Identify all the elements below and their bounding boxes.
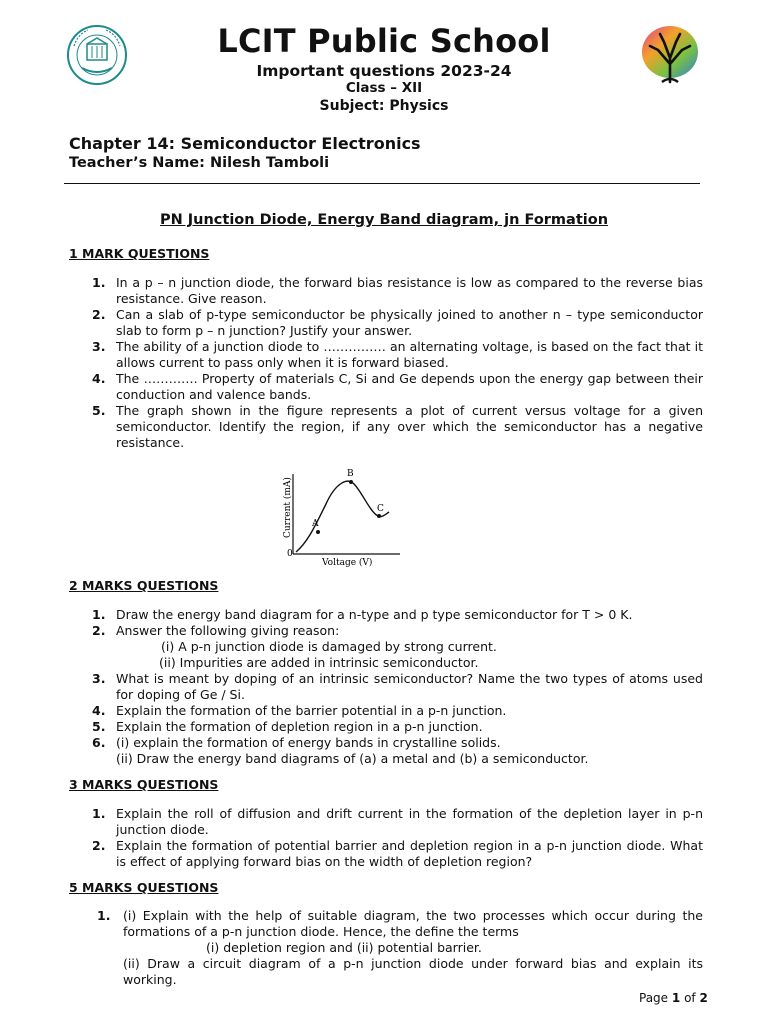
iv-curve [296,481,389,552]
sub-question: (i) A p-n junction diode is damaged by strong current. [161,639,497,654]
question-item [92,371,703,403]
question-text: (i) Explain with the help of suitable diagram, the two processes which occur during the formations of a p-n junction diode. Hence, the define the terms [123,908,703,939]
question-text: Answer the following giving reason: [116,623,340,638]
section-heading-5-marks: 5 MARKS QUESTIONS [69,880,219,895]
class-line: Class – XII [345,80,423,96]
question-text: The graph shown in the figure represents a plot of current versus voltage for a given semiconductor. Identify the region, if any over which the semiconductor has a negative resistance. [116,403,703,450]
question-item [92,339,703,371]
question-text: (i) explain the formation of energy bands in crystalline solids. [116,735,501,750]
page-number-footer [639,991,708,1005]
question-item [92,806,703,838]
point-c-marker [377,514,381,518]
point-a-marker [316,530,320,534]
sub-question: (ii) Draw the energy band diagrams of (a) a metal and (b) a semiconductor. [116,751,589,766]
page-current: 1 [671,991,681,1005]
question-text: Draw the energy band diagram for a n-type and p type semiconductor for T > 0 K. [116,607,633,622]
page-total: 2 [699,991,708,1005]
question-text: The ability of a junction diode to …………… an alternating voltage, is based on the fact that it allows current to pass only when it is forward biased. [116,339,703,370]
point-b-label: B [347,469,354,479]
header-divider [64,183,700,184]
point-a-label: A [312,519,319,529]
question-text: Explain the roll of diffusion and drift current in the formation of the depletion layer in p-n junction diode. [116,806,703,837]
question-item [92,671,703,703]
question-number: 1. [92,806,106,821]
section-heading-3-marks: 3 MARKS QUESTIONS [69,777,219,792]
question-text: What is meant by doping of an intrinsic semiconductor? Name the two types of atoms used for doping of Ge / Si. [116,671,703,702]
of-word: of [684,991,696,1005]
three-marks-question-list [92,806,703,870]
question-text: Explain the formation of the barrier potential in a p-n junction. [116,703,507,718]
x-axis-label: Voltage (V) [322,558,373,568]
one-mark-question-list [92,275,703,451]
question-number: 3. [92,339,106,354]
question-item [92,275,703,307]
point-c-label: C [377,504,384,514]
question-item [92,403,703,451]
five-marks-question-list [97,908,703,988]
sub-question: (ii) Impurities are added in intrinsic semiconductor. [159,655,479,670]
question-number: 1. [92,607,106,622]
question-item [92,838,703,870]
section-heading-2-marks: 2 MARKS QUESTIONS [69,578,219,593]
topic-heading: PN Junction Diode, Energy Band diagram, jn Formation [159,212,609,228]
sub-question: (i) depletion region and (ii) potential barrier. [206,940,482,955]
question-item [92,719,703,735]
iv-characteristic-figure [278,462,408,572]
question-number: 4. [92,703,106,718]
question-number: 5. [92,719,106,734]
question-item [92,623,703,639]
chapter-heading: Chapter 14: Semiconductor Electronics [69,134,421,153]
page-word: Page [639,991,669,1005]
question-text: Explain the formation of depletion region in a p-n junction. [116,719,483,734]
question-text: In a p – n junction diode, the forward bias resistance is low as compared to the reverse bias resistance. Give reason. [116,275,703,306]
y-axis-label: Current (mA) [283,477,293,538]
sub-question: (ii) Draw a circuit diagram of a p-n junction diode under forward bias and explain its working. [123,956,703,987]
question-text: The …………. Property of materials C, Si and Ge depends upon the energy gap between their conduction and valence bands. [116,371,703,402]
question-text: Explain the formation of potential barrier and depletion region in a p-n junction diode. What is effect of applying forward bias on the width of depletion region? [116,838,703,869]
question-number: 6. [92,735,106,750]
point-b-marker [349,480,353,484]
school-name-title: LCIT Public School [217,22,551,60]
question-text: Can a slab of p-type semiconductor be physically joined to another n – type semiconductor slab to form p – n junction? Justify your answer. [116,307,703,338]
question-number: 3. [92,671,106,686]
origin-label: 0 [287,549,293,559]
question-item [92,735,703,751]
question-number: 1. [92,275,106,290]
two-marks-question-list [92,607,703,767]
question-item [92,703,703,719]
question-item [92,607,703,623]
document-subtitle: Important questions 2023-24 [256,62,512,80]
question-item [92,307,703,339]
question-number: 2. [92,307,106,322]
question-number: 2. [92,838,106,853]
teacher-name: Teacher’s Name: Nilesh Tamboli [69,155,330,171]
question-number: 1. [97,908,111,923]
question-item [97,908,703,940]
question-number: 2. [92,623,106,638]
subject-line: Subject: Physics [319,98,449,114]
question-number: 5. [92,403,106,418]
section-heading-1-mark: 1 MARK QUESTIONS [69,246,210,261]
question-number: 4. [92,371,106,386]
